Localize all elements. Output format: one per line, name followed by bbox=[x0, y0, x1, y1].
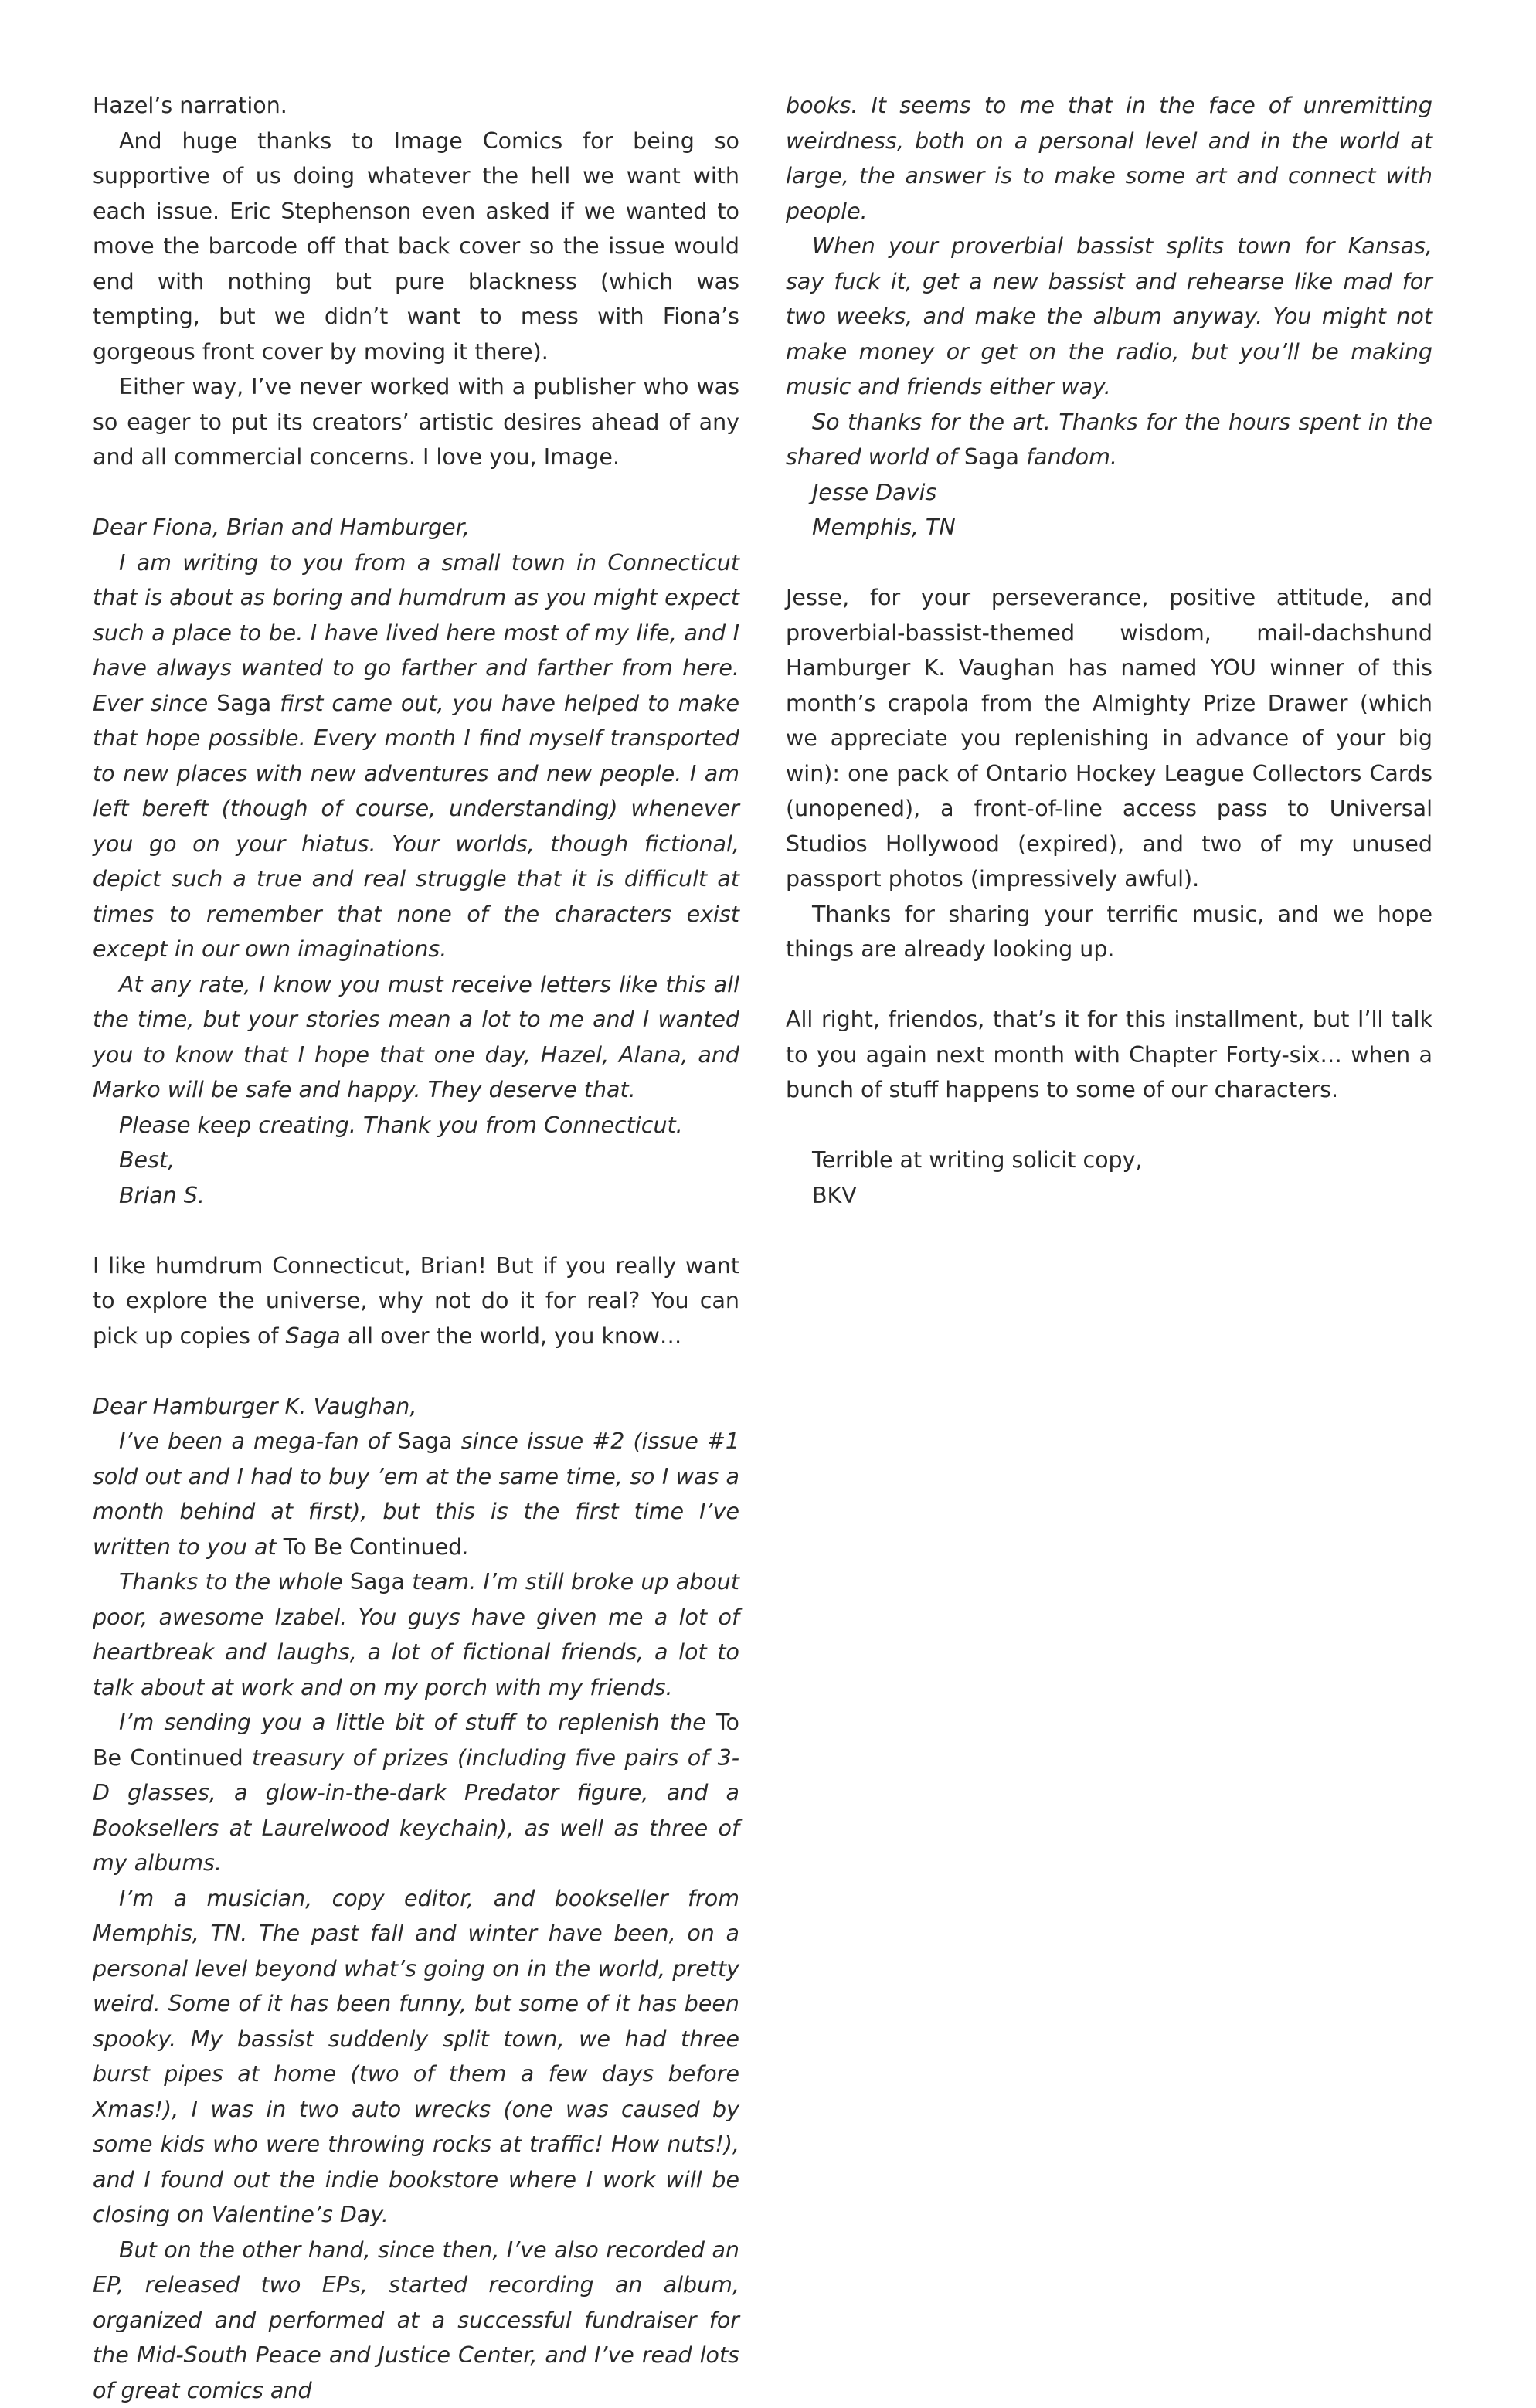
title-saga: Saga bbox=[216, 691, 271, 716]
editor-reply: Thanks for sharing your terrific music, and we hope things are already looking up. bbox=[786, 897, 1432, 967]
letter-paragraph: I’m sending you a little bit of stuff to replenish the To Be Continued treasury of prizes (including five pairs of 3-D glasses, a glow-in-the-dark Predator figure, and a Booksellers at Laurelwood keychain), as well as three of my albums. bbox=[93, 1705, 739, 1881]
letter-paragraph: At any rate, I know you must receive letters like this all the time, but your stories mean a lot to me and I wanted you to know that I hope that one day, Hazel, Alana, and Marko will be safe and happy. They deserve that. bbox=[93, 967, 739, 1108]
right-column bbox=[786, 88, 1432, 1213]
letter-paragraph: I’ve been a mega-fan of Saga since issue #2 (issue #1 sold out and I had to buy ’em at the same time, so I was a month behind at first), but this is the first time I’ve written to you at To Be Continued. bbox=[93, 1424, 739, 1564]
left-column bbox=[93, 88, 739, 2408]
letter-paragraph: Please keep creating. Thank you from Connecticut. bbox=[119, 1108, 739, 1143]
letter-paragraph: When your proverbial bassist splits town for Kansas, say fuck it, get a new bassist and rehearse like mad for two weeks, and make the album anyway. You might not make money or get on the radio, but you’ll be making music and friends either way. bbox=[786, 229, 1432, 405]
paragraph: Either way, I’ve never worked with a publisher who was so eager to put its creators’ artistic desires ahead of any and all commercial concerns. I love you, Image. bbox=[93, 369, 739, 475]
letter-signature: Jesse Davis bbox=[812, 475, 1432, 511]
signoff: Terrible at writing solicit copy, bbox=[812, 1143, 1432, 1178]
letter-salutation: Dear Hamburger K. Vaughan, bbox=[93, 1389, 739, 1425]
letter-paragraph: books. It seems to me that in the face of unremitting weirdness, both on a personal level and in the world at large, the answer is to make some art and connect with people. bbox=[786, 88, 1432, 229]
letter-paragraph: I am writing to you from a small town in Connecticut that is about as boring and humdrum as you might expect such a place to be. I have lived here most of my life, and I have always wanted to go farther and farther from here. Ever since Saga first came out, you have helped to make that hope possible. Every month I find myself transported to new places with new adventures and new people. I am left bereft (though of course, understanding) whenever you go on your hiatus. Your worlds, though fictional, depict such a true and real struggle that it is difficult at times to remember that none of the characters exist except in our own imaginations. bbox=[93, 545, 739, 967]
letter-paragraph: So thanks for the art. Thanks for the hours spent in the shared world of Saga fandom. bbox=[786, 405, 1432, 475]
letter-location: Memphis, TN bbox=[812, 510, 1432, 545]
paragraph: Hazel’s narration. bbox=[93, 88, 739, 124]
letter-paragraph: Thanks to the whole Saga team. I’m still broke up about poor, awesome Izabel. You guys have given me a lot of heartbreak and laughs, a lot of fictional friends, a lot to talk about at work and on my porch with my friends. bbox=[93, 1564, 739, 1705]
paragraph: And huge thanks to Image Comics for being so supportive of us doing whatever the hell we want with each issue. Eric Stephenson even asked if we wanted to move the barcode off that back cover so the issue would end with nothing but pure blackness (which was tempting, but we didn’t want to mess with Fiona’s gorgeous front cover by moving it there). bbox=[93, 124, 739, 370]
signoff-name: BKV bbox=[812, 1178, 1432, 1214]
title-saga: Saga bbox=[286, 1323, 341, 1349]
outro-paragraph: All right, friendos, that’s it for this installment, but I’ll talk to you again next month with Chapter Forty-six… when a bunch of stuff happens to some of our characters. bbox=[786, 1002, 1432, 1108]
letter-closing: Best, bbox=[119, 1143, 739, 1178]
letter-signature: Brian S. bbox=[119, 1178, 739, 1214]
letter-salutation: Dear Fiona, Brian and Hamburger, bbox=[93, 510, 739, 545]
letter-paragraph: But on the other hand, since then, I’ve also recorded an EP, released two EPs, started recording an album, organized and performed at a successful fundraiser for the Mid-South Peace and Justice Center, and I’ve read lots of great comics and bbox=[93, 2233, 739, 2408]
editor-reply: Jesse, for your perseverance, positive attitude, and proverbial-bassist-themed wisdom, mail-dachshund Hamburger K. Vaughan has named YOU winner of this month’s crapola from the Almighty Prize Drawer (which we appreciate you replenishing in advance of your big win): one pack of Ontario Hockey League Collectors Cards (unopened), a front-of-line access pass to Universal Studios Hollywood (expired), and two of my unused passport photos (impressively awful). bbox=[786, 580, 1432, 897]
letter-paragraph: I’m a musician, copy editor, and bookseller from Memphis, TN. The past fall and winter have been, on a personal level beyond what’s going on in the world, pretty weird. Some of it has been funny, but some of it has been spooky. My bassist suddenly split town, we had three burst pipes at home (two of them a few days before Xmas!), I was in two auto wrecks (one was caused by some kids who were throwing rocks at traffic! How nuts!), and I found out the indie bookstore where I work will be closing on Valentine’s Day. bbox=[93, 1881, 739, 2233]
editor-reply: I like humdrum Connecticut, Brian! But if you really want to explore the universe, why not do it for real? You can pick up copies of Saga all over the world, you know… bbox=[93, 1248, 739, 1354]
